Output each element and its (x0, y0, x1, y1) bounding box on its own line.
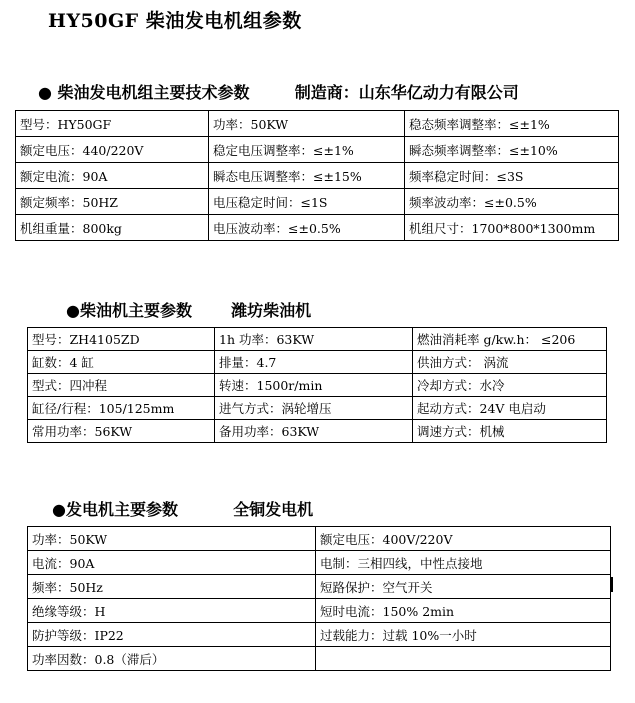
table-cell: 缸数：4 缸 (28, 351, 215, 374)
table-row (28, 599, 611, 623)
table-cell: 频率波动率：≤±0.5% (405, 189, 619, 215)
section-genset-maker: 制造商：山东华亿动力有限公司 (294, 83, 519, 102)
table-cell (316, 647, 611, 671)
table-cell: 备用功率：63KW (215, 420, 413, 443)
edge-mark (611, 577, 613, 592)
table-row (28, 351, 607, 374)
table-cell: 功率：50KW (209, 111, 405, 137)
table-cell: 型号：ZH4105ZD (28, 328, 215, 351)
table-cell: 防护等级：IP22 (28, 623, 316, 647)
table-row (28, 420, 607, 443)
table-row (28, 397, 607, 420)
table-cell: 调速方式：机械 (413, 420, 607, 443)
table-cell: 瞬态频率调整率：≤±10% (405, 137, 619, 163)
table-row (28, 623, 611, 647)
table-row (28, 647, 611, 671)
table-row (16, 215, 619, 241)
table-cell: 供油方式： 涡流 (413, 351, 607, 374)
table-cell: 1h 功率：63KW (215, 328, 413, 351)
section-alternator-maker: 全铜发电机 (233, 500, 314, 519)
table-cell: 电制：三相四线，中性点接地 (316, 551, 611, 575)
table-row (28, 551, 611, 575)
table-cell: 常用功率：56KW (28, 420, 215, 443)
table-cell: 功率因数：0.8（滞后） (28, 647, 316, 671)
table-cell: 进气方式：涡轮增压 (215, 397, 413, 420)
section-engine-heading (66, 298, 311, 321)
table-cell: 额定电压：400V/220V (316, 527, 611, 551)
table-cell: 短时电流：150% 2min (316, 599, 611, 623)
table-cell: 机组重量：800kg (16, 215, 209, 241)
section-genset-heading (38, 80, 519, 103)
table-cell: 电压稳定时间：≤1S (209, 189, 405, 215)
table-cell: 转速：1500r/min (215, 374, 413, 397)
page-title: HY50GF 柴油发电机组参数 (48, 10, 302, 32)
table-cell: 型式：四冲程 (28, 374, 215, 397)
table-cell: 过载能力：过载 10%一小时 (316, 623, 611, 647)
table-cell: 电流：90A (28, 551, 316, 575)
table-cell: 功率：50KW (28, 527, 316, 551)
table-row (16, 189, 619, 215)
table-row (28, 527, 611, 551)
section-engine-title: ●柴油机主要参数 (66, 301, 192, 320)
table-cell: 频率稳定时间：≤3S (405, 163, 619, 189)
table-row (16, 163, 619, 189)
table-cell: 频率：50Hz (28, 575, 316, 599)
table-row (28, 374, 607, 397)
table-cell: 冷却方式：水冷 (413, 374, 607, 397)
table-row (16, 137, 619, 163)
table-cell: 额定频率：50HZ (16, 189, 209, 215)
table-cell: 缸径/行程：105/125mm (28, 397, 215, 420)
table-cell: 绝缘等级：H (28, 599, 316, 623)
section-engine-maker: 潍坊柴油机 (231, 301, 312, 320)
table-cell: 型号：HY50GF (16, 111, 209, 137)
table-row (28, 328, 607, 351)
table-cell: 瞬态电压调整率：≤±15% (209, 163, 405, 189)
table-cell: 额定电流：90A (16, 163, 209, 189)
table-cell: 电压波动率：≤±0.5% (209, 215, 405, 241)
table-cell: 稳态频率调整率：≤±1% (405, 111, 619, 137)
genset-spec-body (16, 111, 619, 241)
section-genset-title: ● 柴油发电机组主要技术参数 (38, 83, 250, 102)
table-cell: 机组尺寸：1700*800*1300mm (405, 215, 619, 241)
alternator-spec-body (28, 527, 611, 671)
engine-spec-body (28, 328, 607, 443)
section-alternator-heading (52, 497, 313, 520)
section-alternator-title: ●发电机主要参数 (52, 500, 178, 519)
table-cell: 短路保护：空气开关 (316, 575, 611, 599)
table-cell: 排量：4.7 (215, 351, 413, 374)
table-row (16, 111, 619, 137)
genset-spec-table (15, 110, 619, 241)
alternator-spec-table (27, 526, 611, 671)
table-cell: 稳定电压调整率：≤±1% (209, 137, 405, 163)
table-cell: 起动方式：24V 电启动 (413, 397, 607, 420)
table-row (28, 575, 611, 599)
engine-spec-table (27, 327, 607, 443)
table-cell: 额定电压：440/220V (16, 137, 209, 163)
table-cell: 燃油消耗率 g/kw.h： ≤206 (413, 328, 607, 351)
